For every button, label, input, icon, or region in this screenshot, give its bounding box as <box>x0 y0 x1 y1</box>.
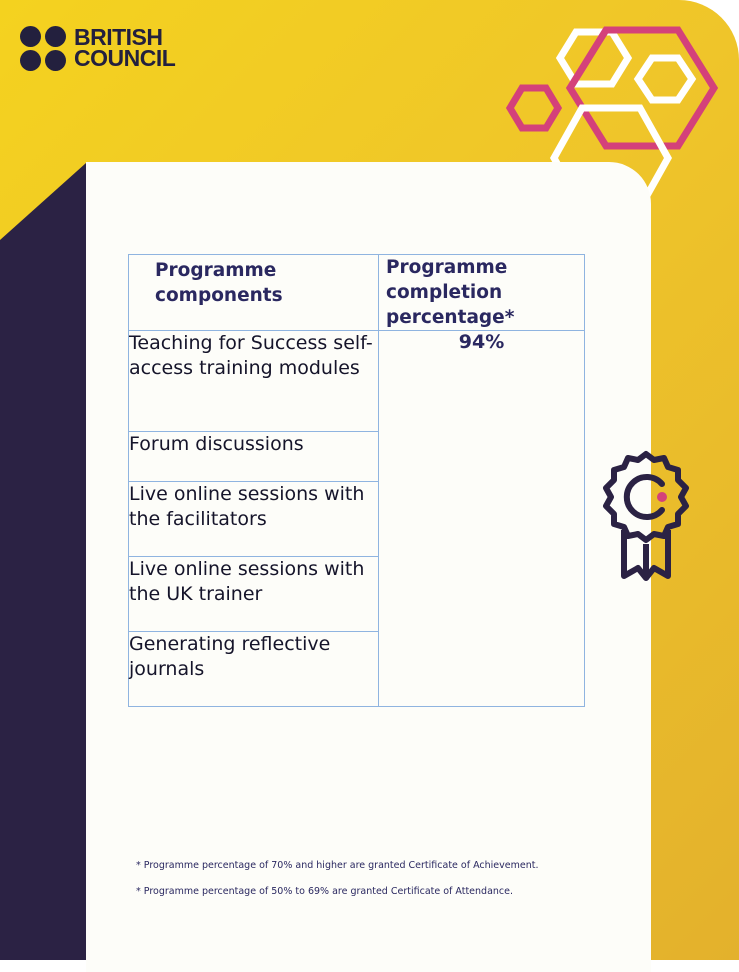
table-row <box>129 331 585 432</box>
component-cell: Teaching for Success self-access training modules <box>129 331 379 432</box>
programme-table <box>128 254 585 707</box>
component-cell: Forum discussions <box>129 432 379 482</box>
table-header-row <box>129 255 585 331</box>
footnotes <box>136 860 538 912</box>
footnote-attendance: * Programme percentage of 50% to 69% are granted Certificate of Attendance. <box>136 886 514 897</box>
component-cell: Live online sessions with the facilitators <box>129 482 379 557</box>
certificate-badge-icon <box>596 448 696 588</box>
header-completion: Programme completion percentage* <box>379 255 585 331</box>
header-components: Programme components <box>129 255 379 331</box>
logo-line-1: BRITISH <box>74 24 163 50</box>
completion-percentage: 94% <box>379 331 585 707</box>
footnote-achievement: * Programme percentage of 70% and higher are granted Certificate of Achievement. <box>136 860 539 871</box>
british-council-logo <box>20 24 175 72</box>
logo-line-2: COUNCIL <box>74 45 176 71</box>
component-cell: Live online sessions with the UK trainer <box>129 557 379 632</box>
logo-text <box>74 24 176 71</box>
british-council-dots-logo <box>20 26 67 71</box>
component-cell: Generating reflective journals <box>129 632 379 707</box>
